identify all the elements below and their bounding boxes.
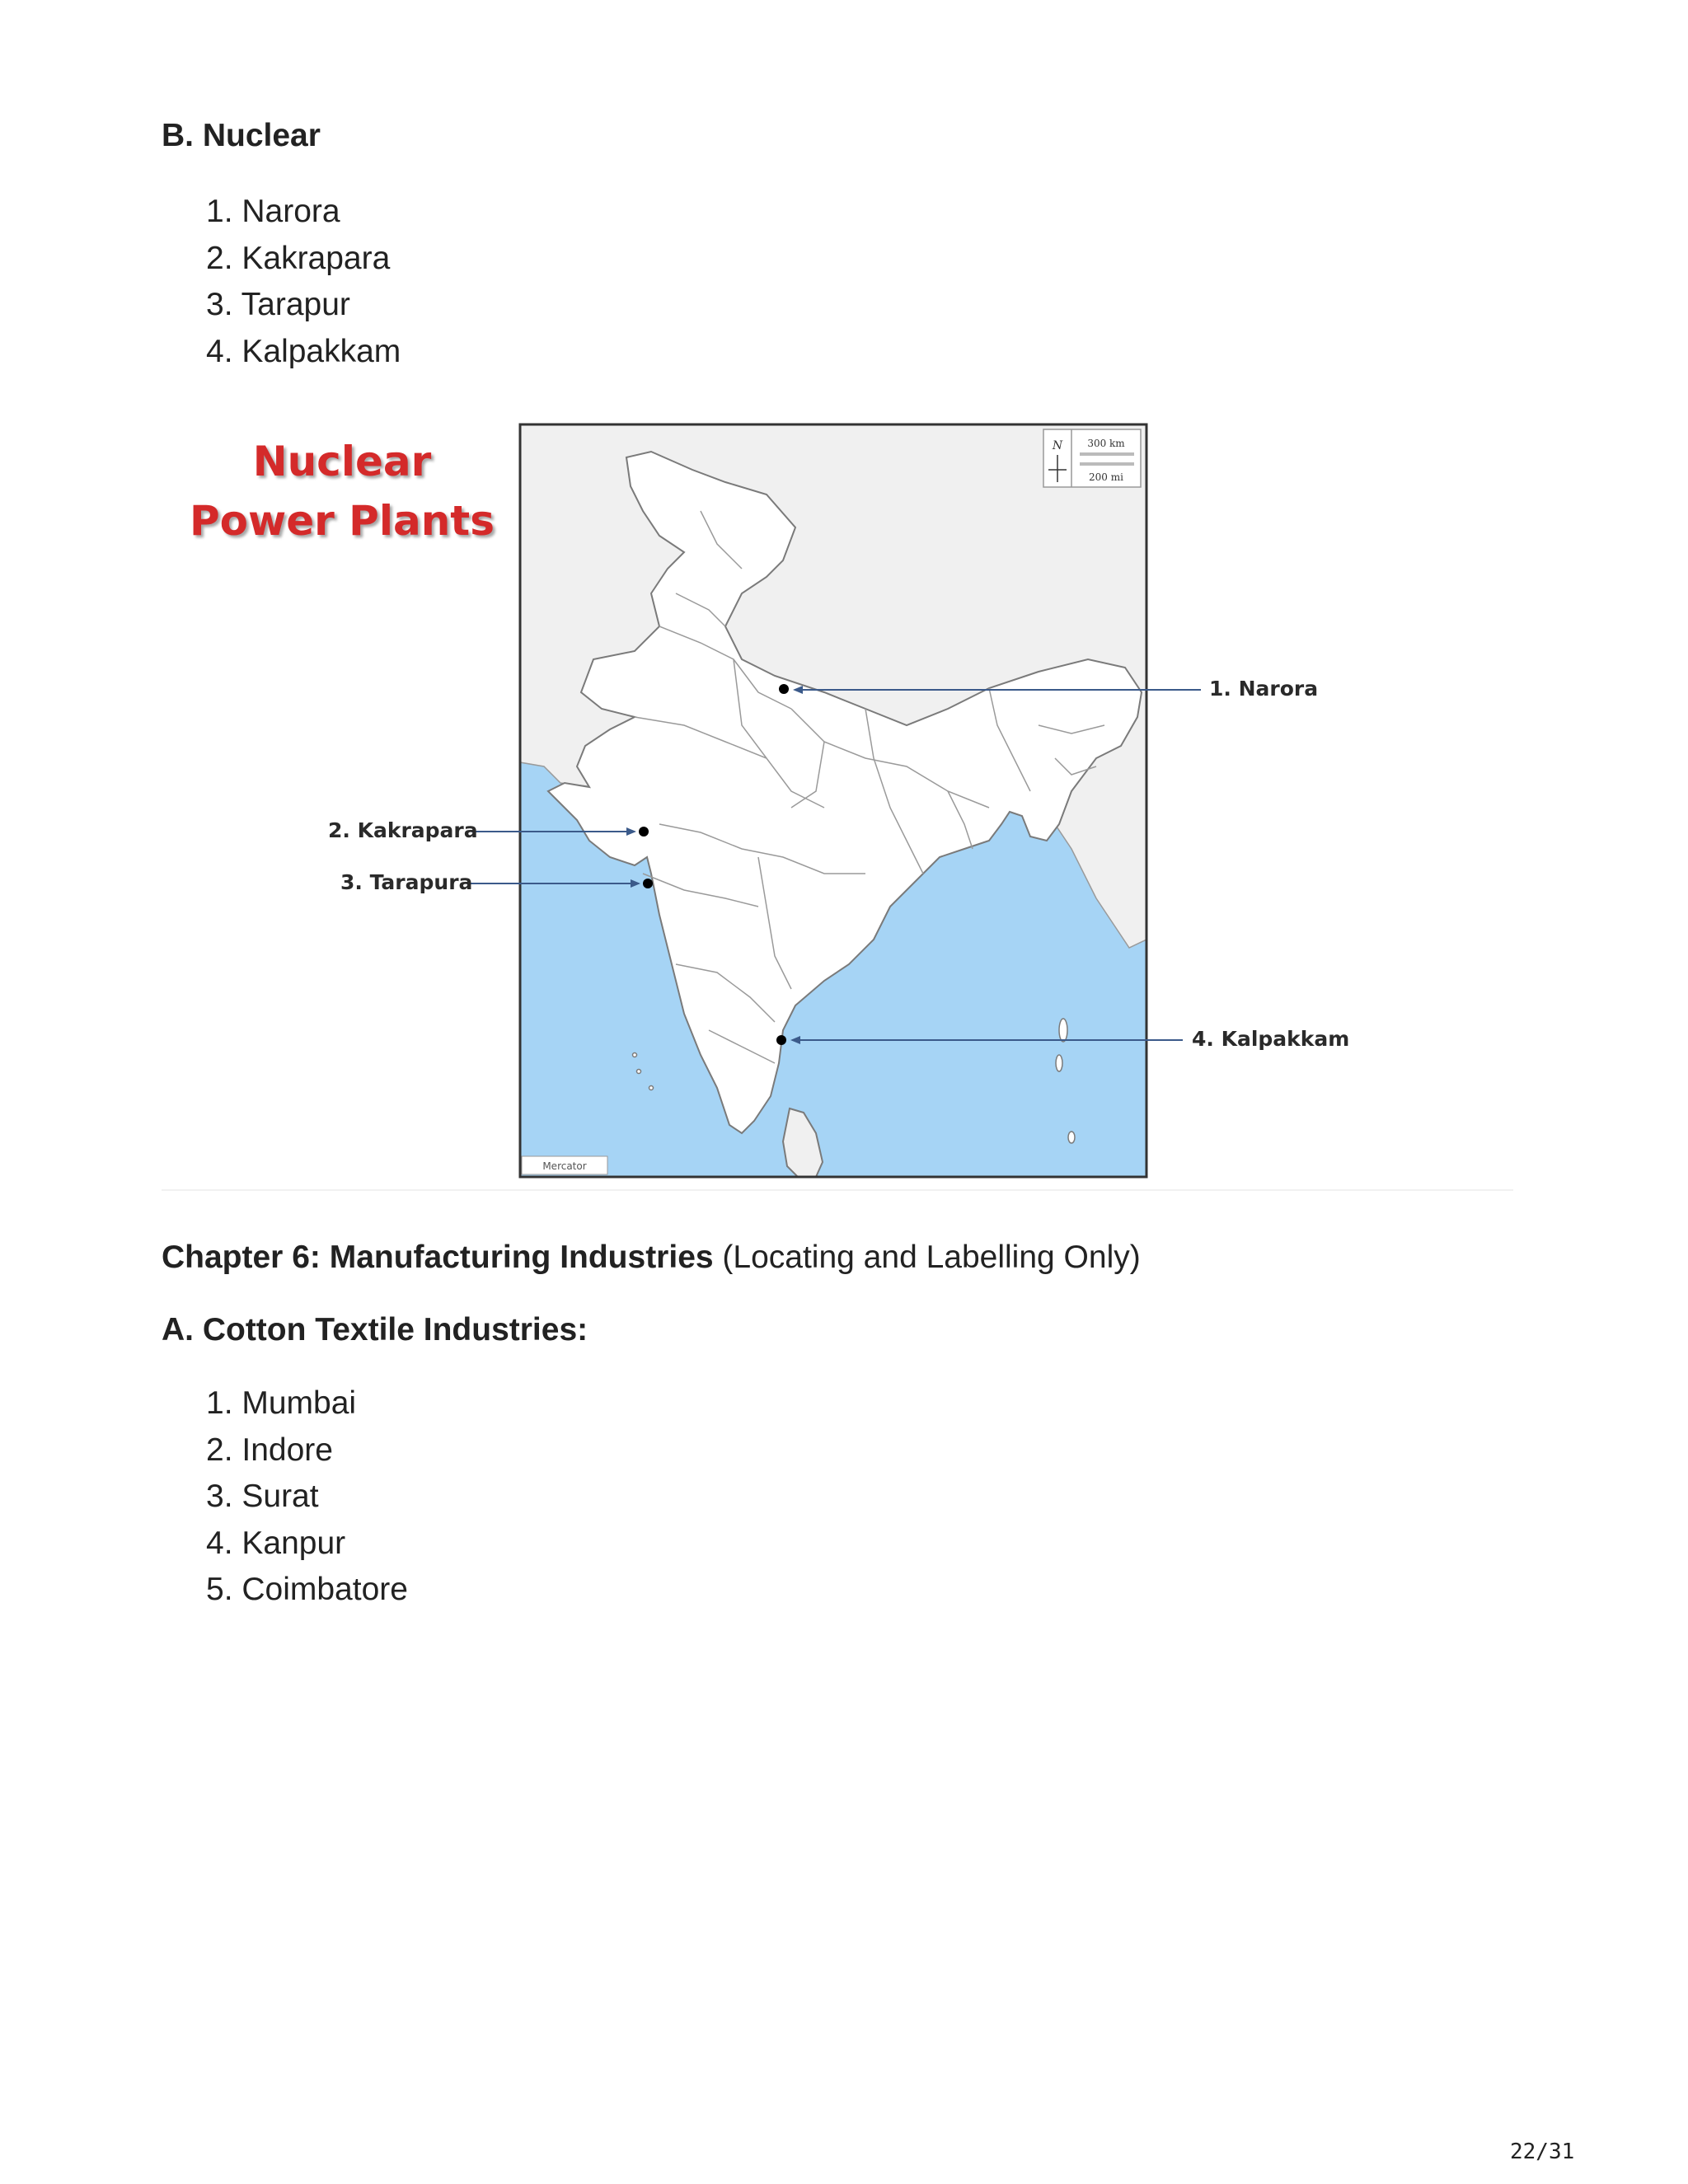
list-item: 1. Mumbai [206,1385,357,1421]
list-item: 4. Kalpakkam [206,333,401,369]
figure-divider [162,1189,1513,1191]
map-title-line1: Nuclear [252,438,432,485]
list-item: 2. Kakrapara [206,240,391,276]
label-tarapura: 3. Tarapura [340,870,473,894]
list-item: 1. Narora [206,194,340,229]
page-number: 22/31 [1510,2139,1575,2164]
marker-narora [779,684,789,694]
marker-kalpakkam [776,1035,786,1045]
list-item: 3. Surat [206,1479,319,1514]
projection-label: Mercator [542,1160,587,1172]
label-kakrapara: 2. Kakrapara [328,818,478,842]
section-heading-nuclear: B. Nuclear [162,118,321,153]
list-item: 5. Coimbatore [206,1572,408,1607]
map-title-line2: Power Plants [190,497,495,545]
scale-km-label: 300 km [1087,438,1125,449]
chapter-title: Chapter 6: Manufacturing Industries [162,1240,714,1275]
label-narora: 1. Narora [1209,677,1319,701]
label-kalpakkam: 4. Kalpakkam [1192,1027,1350,1051]
marker-tarapura [643,879,653,888]
north-label: N [1052,439,1063,452]
list-item: 4. Kanpur [206,1525,346,1561]
chapter-subtitle: (Locating and Labelling Only) [713,1240,1141,1275]
chapter-heading [162,1238,1141,1277]
list-item: 3. Tarapur [206,287,350,322]
marker-kakrapara [639,827,649,837]
scale-mi-label: 200 mi [1089,471,1123,483]
compass-scale [1043,429,1141,487]
projection-box [522,1156,607,1174]
section-heading-cotton: A. Cotton Textile Industries: [162,1312,588,1347]
cotton-list [206,1380,408,1614]
list-item: 2. Indore [206,1432,333,1468]
